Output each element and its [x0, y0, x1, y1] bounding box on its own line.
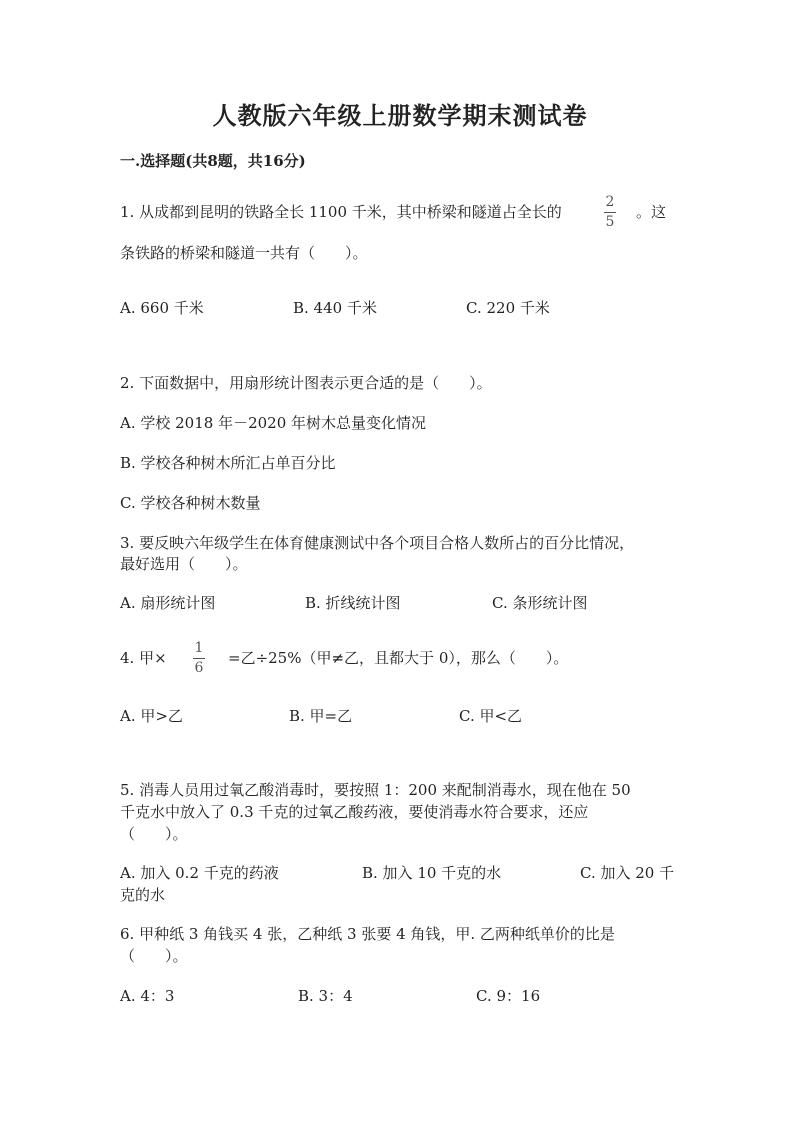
question-2-line-1: 2. 下面数据中，用扇形统计图表示更合适的是（ ）。 [120, 374, 492, 392]
question-3-option-c: C. 条形统计图 [492, 594, 588, 612]
question-2-option-a: A. 学校 2018 年－2020 年树木总量变化情况 [120, 414, 427, 432]
question-4-text-b: =乙÷25%（甲≠乙，且都大于 0），那么（ ）。 [228, 649, 569, 667]
question-5-option-c-wrap: 克的水 [120, 886, 166, 904]
fraction-bar [193, 658, 205, 659]
question-6-option-b: B. 3：4 [298, 987, 353, 1005]
question-1-option-c: C. 220 千米 [466, 299, 550, 317]
question-5-option-b: B. 加入 10 千克的水 [362, 864, 502, 882]
question-5-option-c: C. 加入 20 千 [580, 864, 675, 882]
question-5-line-3: （ ）。 [120, 825, 188, 843]
fraction-bar [604, 212, 616, 213]
question-5-line-1: 5. 消毒人员用过氧乙酸消毒时，要按照 1：200 来配制消毒水，现在他在 50 [120, 781, 631, 799]
question-4-fraction [193, 640, 205, 677]
question-1-line-2: 条铁路的桥梁和隧道一共有（ ）。 [120, 244, 368, 262]
question-1-option-a: A. 660 千米 [120, 299, 204, 317]
question-3-option-a: A. 扇形统计图 [120, 594, 216, 612]
question-6-option-a: A. 4：3 [120, 987, 175, 1005]
section-heading: 一.选择题(共8题，共16分) [120, 152, 306, 170]
question-3-line-2: 最好选用（ ）。 [120, 555, 248, 573]
question-3-option-b: B. 折线统计图 [305, 594, 401, 612]
question-4-text-a: 4. 甲× [120, 649, 167, 667]
question-6-line-2: （ ）。 [120, 947, 188, 965]
page-title: 人教版六年级上册数学期末测试卷 [212, 101, 588, 130]
fraction-numerator: 1 [194, 640, 204, 656]
question-6-option-c: C. 9：16 [476, 987, 541, 1005]
question-4-option-b: B. 甲=乙 [289, 707, 353, 725]
question-6-line-1: 6. 甲种纸 3 角钱买 4 张，乙种纸 3 张要 4 角钱，甲. 乙两种纸单价的比是 [120, 925, 615, 943]
question-1-text-a: 1. 从成都到昆明的铁路全长 1100 千米，其中桥梁和隧道占全长的 [120, 203, 562, 221]
fraction-denominator: 5 [605, 214, 615, 230]
question-1-text-b: 。这 [636, 203, 667, 221]
question-3-line-1: 3. 要反映六年级学生在体育健康测试中各个项目合格人数所占的百分比情况， [120, 534, 635, 552]
fraction-denominator: 6 [194, 660, 204, 676]
question-5-line-2: 千克水中放入了 0.3 千克的过氧乙酸药液，要使消毒水符合要求，还应 [120, 803, 589, 821]
question-5-option-a: A. 加入 0.2 千克的药液 [120, 864, 279, 882]
question-1-option-b: B. 440 千米 [293, 299, 377, 317]
question-1-line-1 [120, 201, 562, 222]
question-2-option-b: B. 学校各种树木所汇占单百分比 [120, 454, 336, 472]
question-4-option-a: A. 甲>乙 [120, 707, 183, 725]
question-2-option-c: C. 学校各种树木数量 [120, 494, 261, 512]
question-1-fraction [604, 194, 616, 231]
fraction-numerator: 2 [605, 194, 615, 210]
question-4-option-c: C. 甲<乙 [459, 707, 523, 725]
